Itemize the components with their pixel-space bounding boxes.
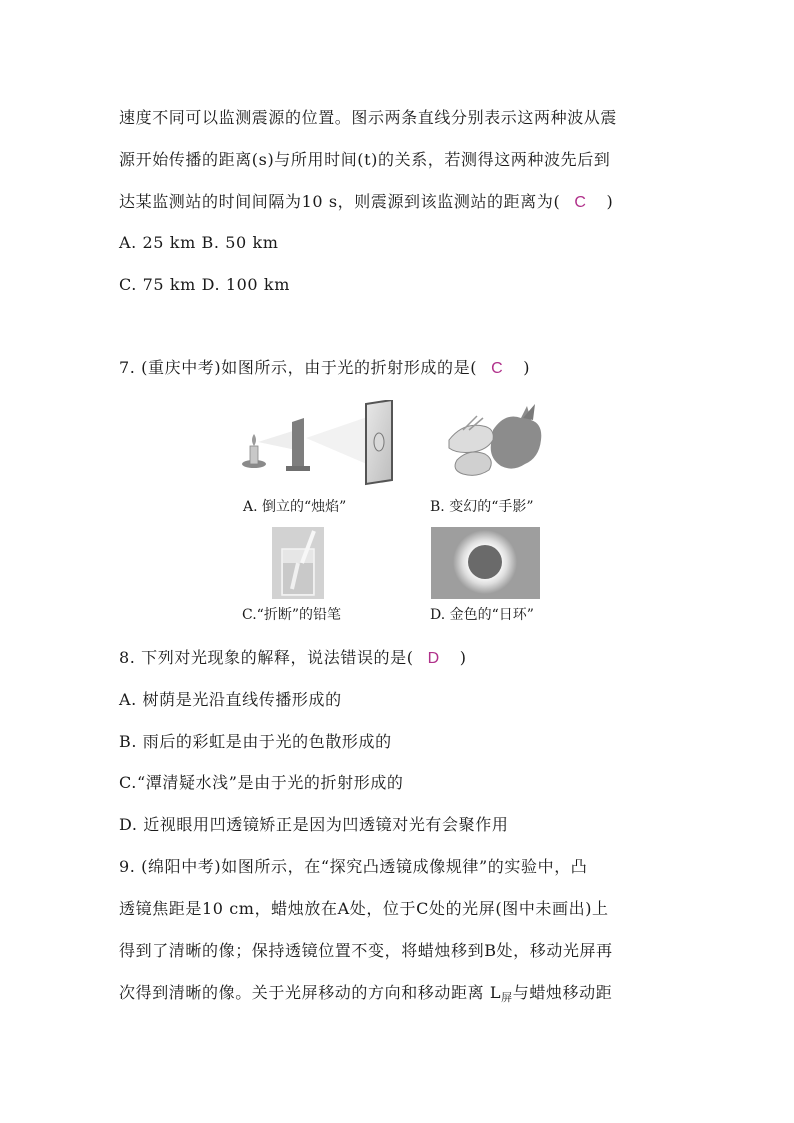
q9-line-4-tail: 与蜡烛移动距 <box>512 983 613 1002</box>
q7-caption-b: B. 变幻的“手影” <box>430 499 534 515</box>
q8-option-d: D. 近视眼用凹透镜矫正是因为凹透镜对光有会聚作用 <box>119 815 509 834</box>
q8-option-b: B. 雨后的彩虹是由于光的色散形成的 <box>119 732 392 751</box>
q7-close-paren: ) <box>523 358 531 377</box>
q6-line-2: 源开始传播的距离(s)与所用时间(t)的关系，若测得这两种波先后到 <box>119 150 611 169</box>
figure-hand-shadow <box>443 400 551 484</box>
q9-line-2: 透镜焦距是10 cm，蜡烛放在A处，位于C处的光屏(图中未画出)上 <box>119 899 609 918</box>
q6-stem-text: 达某监测站的时间间隔为10 s，则震源到该监测站的距离为( <box>119 192 561 211</box>
q9-line-4 <box>119 983 612 1008</box>
q7-answer: C <box>491 360 504 377</box>
q8-answer: D <box>427 650 440 667</box>
q7-caption-d: D. 金色的“日环” <box>430 607 534 623</box>
q6-line-1: 速度不同可以监测震源的位置。图示两条直线分别表示这两种波从震 <box>119 108 618 127</box>
q9-line-3: 得到了清晰的像；保持透镜位置不变，将蜡烛移到B处，移动光屏再 <box>119 941 613 960</box>
q6-options-cd: C. 75 km D. 100 km <box>119 275 290 294</box>
q8-stem-text: 8. 下列对光现象的解释，说法错误的是( <box>119 648 414 667</box>
q7-stem <box>119 358 530 379</box>
figure-inverted-flame <box>236 400 396 490</box>
q8-option-c: C.“潭清疑水浅”是由于光的折射形成的 <box>119 773 404 792</box>
q6-options-ab: A. 25 km B. 50 km <box>119 233 279 252</box>
q8-option-a: A. 树荫是光沿直线传播形成的 <box>119 690 342 709</box>
q7-stem-text: 7. (重庆中考)如图所示，由于光的折射形成的是( <box>119 358 478 377</box>
q6-line-3 <box>119 192 613 213</box>
q9-subscript-screen: 屏 <box>501 991 513 1004</box>
q9-line-4-text: 次得到清晰的像。关于光屏移动的方向和移动距离 L <box>119 983 502 1002</box>
q6-close-paren: ) <box>606 192 614 211</box>
q7-caption-c: C.“折断”的铅笔 <box>242 607 341 623</box>
q7-caption-a: A. 倒立的“烛焰” <box>243 499 347 515</box>
figure-bent-pencil <box>272 527 324 599</box>
q8-stem <box>119 648 467 669</box>
q9-line-1: 9. (绵阳中考)如图所示，在“探究凸透镜成像规律”的实验中，凸 <box>119 857 588 876</box>
q8-close-paren: ) <box>459 648 467 667</box>
q6-answer: C <box>574 194 587 211</box>
figure-annular-eclipse <box>431 527 540 599</box>
